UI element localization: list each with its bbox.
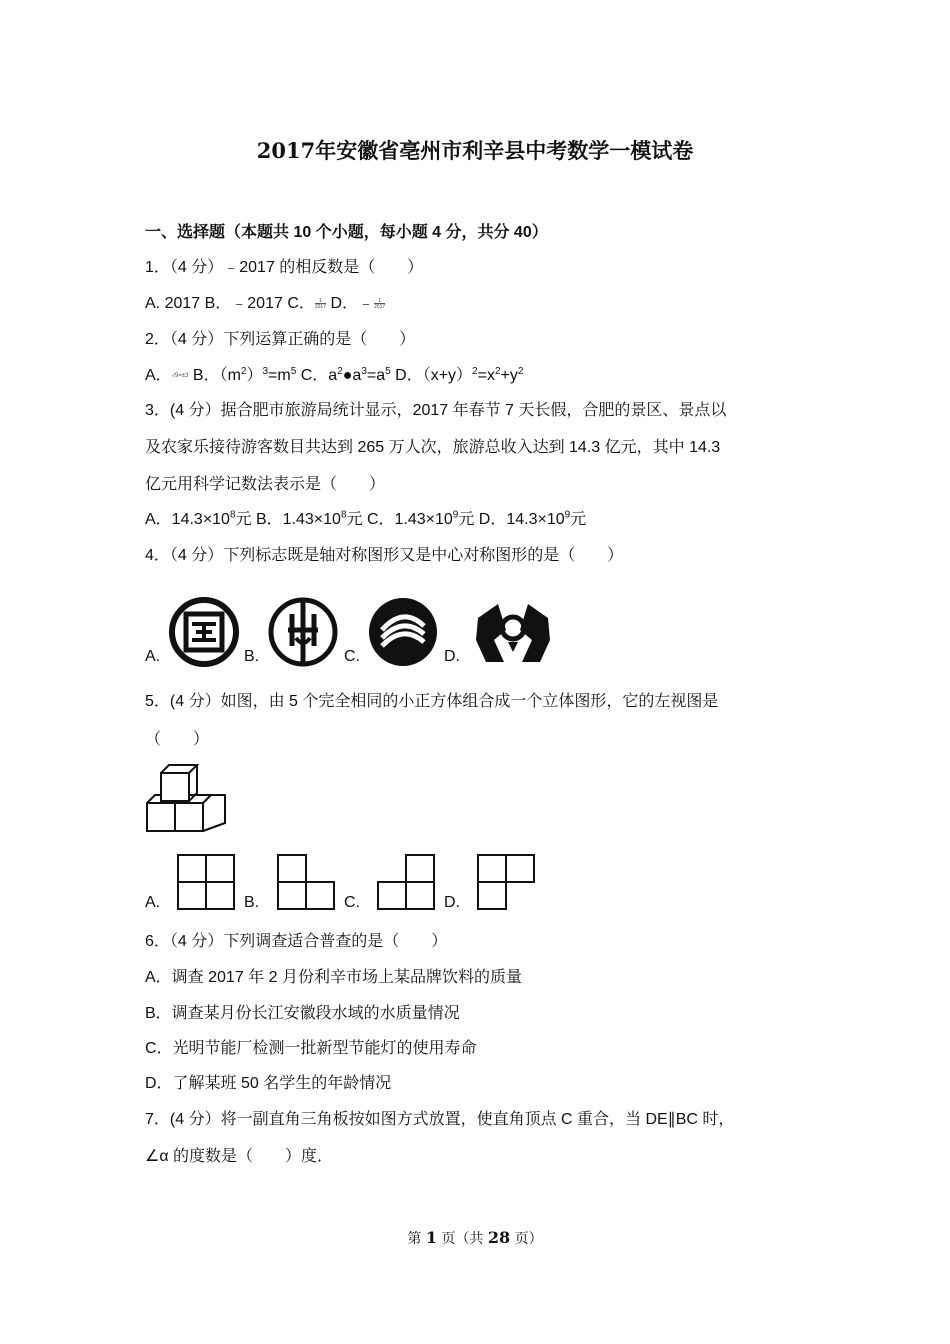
- sup: 2: [240, 365, 247, 377]
- q2-option-a-formula: √9=±3: [171, 373, 189, 379]
- frac-den: 2017: [374, 303, 386, 310]
- sup: 3: [361, 365, 367, 377]
- q3-line1: 3．(4 分）据合肥市旅游局统计显示，2017 年春节 7 天长假，合肥的景区、景点以: [145, 402, 727, 419]
- view-option-d: [476, 853, 536, 911]
- q1-options: [145, 293, 385, 315]
- q7-line1: 7．(4 分）将一副直角三角板按如图方式放置，使直角顶点 C 重合，当 DE∥BC 时，: [145, 1111, 735, 1128]
- q2-b: =m: [268, 367, 291, 385]
- sup: 9: [452, 509, 459, 521]
- q2-option-a-label: A．: [145, 367, 172, 385]
- q3-c: 元 C．1.43×10: [346, 511, 453, 528]
- sup: 2: [337, 365, 343, 377]
- q2-d: +y: [500, 367, 518, 385]
- q1-stem: 1．（4 分）﹣2017 的相反数是（ ）: [145, 259, 424, 276]
- q2-c: =a: [366, 367, 386, 385]
- q2-c: C．a: [296, 367, 338, 385]
- frac-den: 2017: [314, 303, 326, 310]
- q5-line1: 5．(4 分）如图，由 5 个完全相同的小正方体组合成一个立体图形，它的左视图是: [145, 693, 719, 710]
- section-heading: 一、选择题（本题共 10 个小题，每小题 4 分，共分 40）: [145, 224, 548, 241]
- sup: 2: [472, 365, 478, 377]
- view-option-c: [376, 853, 436, 911]
- sup: 8: [340, 509, 347, 521]
- sup: 2: [517, 365, 524, 377]
- q6-option-c: C．光明节能厂检测一批新型节能灯的使用寿命: [145, 1040, 477, 1057]
- q5-label-b: B.: [244, 894, 260, 911]
- cube-solid-figure: [145, 763, 229, 835]
- q7-line2: ∠α 的度数是（ ）度．: [145, 1148, 334, 1165]
- q2-b: B．（m: [188, 367, 241, 385]
- q3-options: [145, 509, 586, 531]
- q5-line2: （ ）: [145, 731, 210, 748]
- sup: 3: [262, 365, 269, 377]
- q6-option-b: B．调查某月份长江安徽段水域的水质量情况: [145, 1005, 460, 1022]
- sup: 5: [385, 365, 391, 377]
- q4-stem: 4．（4 分）下列标志既是轴对称图形又是中心对称图形的是（ ）: [145, 547, 624, 564]
- q3-yuan: 元: [570, 511, 587, 528]
- q1-option-d: D．﹣: [326, 295, 375, 312]
- q2-options: [145, 365, 523, 387]
- frac-num: 1: [319, 297, 322, 304]
- sup: 9: [564, 509, 571, 521]
- page-footer: [0, 1228, 950, 1248]
- page-title: 2017年安徽省亳州市利辛县中考数学一模试卷: [256, 138, 694, 163]
- q2-d: D．（x+y）: [390, 367, 473, 385]
- total-pages: 28: [487, 1228, 511, 1247]
- q3-line3: 亿元用科学记数法表示是（ ）: [145, 476, 386, 493]
- sup: 8: [229, 509, 236, 521]
- footer-text: 页（共: [436, 1231, 488, 1247]
- q3-line2: 及农家乐接待游客数目共达到 265 万人次，旅游总收入达到 14.3 亿元，其中 14.3: [145, 439, 721, 456]
- q6-stem: 6．（4 分）下列调查适合普查的是（ ）: [145, 933, 448, 950]
- q4-label-b: B.: [244, 648, 260, 665]
- q4-label-a: A.: [145, 648, 161, 665]
- q4-label-c: C.: [344, 648, 360, 665]
- q2-stem: 2．（4 分）下列运算正确的是（ ）: [145, 331, 416, 348]
- q1-fraction-d: [374, 298, 385, 310]
- q4-label-d: D.: [444, 648, 460, 665]
- q3-d: 元 D．14.3×10: [458, 511, 565, 528]
- q5-label-a: A.: [145, 894, 161, 911]
- sup: 5: [290, 365, 297, 377]
- view-option-b: [276, 853, 336, 911]
- current-page: 1: [425, 1228, 437, 1247]
- bank-logo-b-icon: [266, 596, 340, 668]
- q5-label-d: D.: [444, 894, 460, 911]
- sup: 2: [494, 365, 501, 377]
- q5-label-c: C.: [344, 894, 360, 911]
- mobile-logo-c-icon: [366, 596, 440, 668]
- q6-option-d: D．了解某班 50 名学生的年龄情况: [145, 1075, 392, 1092]
- footer-text: 页）: [510, 1231, 543, 1247]
- q2-b: ）: [246, 367, 263, 385]
- frac-num: 1: [378, 297, 381, 304]
- footer-text: 第: [407, 1231, 426, 1247]
- bank-logo-d-icon: [474, 600, 552, 666]
- q6-option-a: A．调查 2017 年 2 月份利辛市场上某品牌饮料的质量: [145, 969, 522, 986]
- q3-a: A．14.3×10: [145, 511, 230, 528]
- q3-b: 元 B．1.43×10: [235, 511, 341, 528]
- q2-c: ●a: [342, 367, 362, 385]
- view-option-a: [176, 853, 236, 911]
- q2-d: =x: [477, 367, 495, 385]
- q1-fraction-c: [315, 298, 326, 310]
- q1-option-abc: A. 2017 B．﹣2017 C．: [145, 295, 315, 312]
- bank-logo-a-icon: [168, 596, 240, 668]
